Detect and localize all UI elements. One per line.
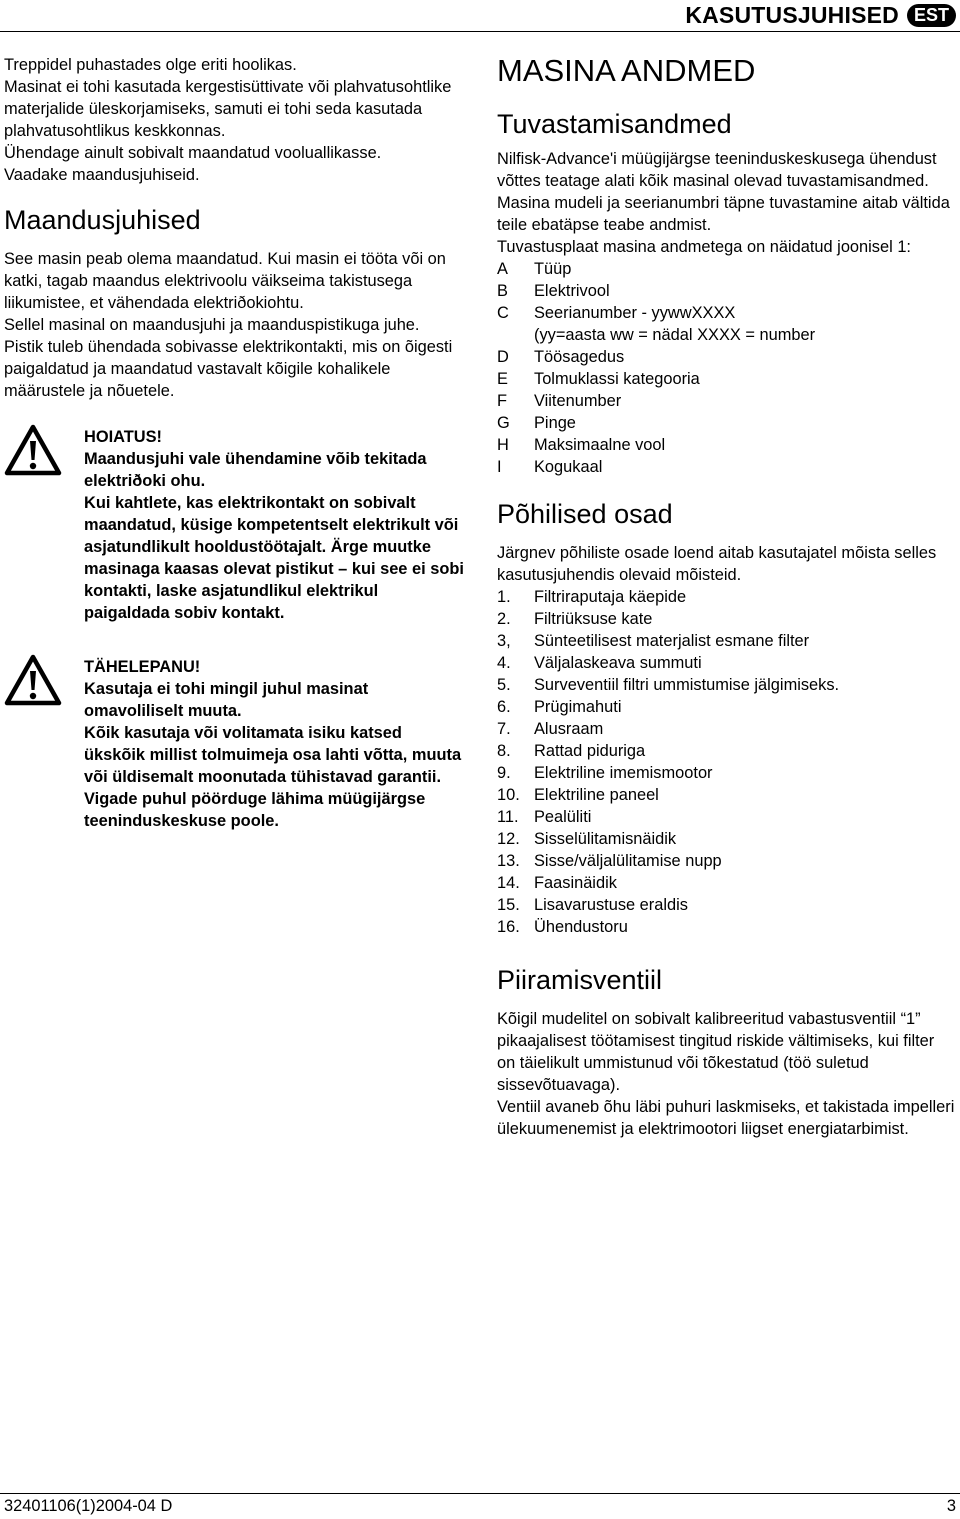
identification-title: Tuvastamisandmed [497, 109, 732, 139]
list-item: 16. Ühendustoru [497, 918, 628, 936]
warning-block [4, 426, 466, 624]
identification-paragraph: Masina mudeli ja seerianumbri täpne tuvastamine aitab vältida teile ebatäpse teabe andmist. [497, 194, 950, 234]
section-title: MASINA ANDMED [497, 53, 756, 88]
intro-line: Masinat ei tohi kasutada kergestisüttivate või plahvatusohtlike materjalide üleskorjamiseks, samuti ei tohi seda kasutada plahvatusohtlikus keskkonnas. [4, 78, 452, 140]
warning-triangle-icon [4, 654, 62, 706]
list-item: 2. Filtriüksuse kate [497, 610, 653, 628]
list-item: 6. Prügimahuti [497, 698, 622, 716]
list-item: 13. Sisse/väljalülitamise nupp [497, 852, 722, 870]
identification-paragraph: Tuvastusplaat masina andmetega on näidatud joonisel 1: [497, 238, 911, 256]
list-item: C Seerianumber - yywwXXXX [497, 304, 736, 322]
parts-title: Põhilised osad [497, 499, 673, 529]
list-item: E Tolmuklassi kategooria [497, 370, 700, 388]
header-divider [0, 31, 960, 32]
valve-paragraph: Kõigil mudelitel on sobivalt kalibreeritud vabastusventiil “1” pikaajalisest töötamisest tingitud riskide vältimiseks, kui filter on täielikult ummistunud või tõkestatud (töö suletud sissevõtuavaga). [497, 1010, 935, 1094]
list-item: B Elektrivool [497, 282, 610, 300]
caution-block [4, 656, 466, 832]
grounding-paragraph: See masin peab olema maandatud. Kui masin ei tööta või on katki, tagab maandus elektrivoolu väikseima takistusega liikumistee, et vähendada elektriðokiohtu. [4, 250, 446, 312]
warning-triangle-icon [4, 424, 62, 476]
list-item: H Maksimaalne vool [497, 436, 666, 454]
grounding-paragraph: Pistik tuleb ühendada sobivasse elektrikontakti, mis on õigesti paigaldatud ja maandatud vastavalt kõigile kohalikele määrustele ja nõuetele. [4, 338, 453, 400]
parts-list [497, 586, 957, 938]
parts-intro: Järgnev põhiliste osade loend aitab kasutajatel mõista selles kasutusjuhendis olevaid mõisteid. [497, 544, 937, 584]
warning-heading: HOIATUS! [84, 428, 162, 446]
list-item: 14. Faasinäidik [497, 874, 617, 892]
grounding-title: Maandusjuhised [4, 205, 201, 235]
intro-line: Ühendage ainult sobivalt maandatud vooluallikasse. [4, 144, 382, 162]
page-header [685, 0, 956, 30]
page-number: 3 [946, 1497, 956, 1515]
list-item: G Pinge [497, 414, 576, 432]
list-item: 11. Pealüliti [497, 808, 592, 826]
list-item: 3, Sünteetilisest materjalist esmane filter [497, 632, 810, 650]
language-badge: EST [907, 4, 956, 27]
valve-title: Piiramisventiil [497, 965, 663, 995]
grounding-paragraph: Sellel masinal on maandusjuhi ja maanduspistikuga juhe. [4, 316, 420, 334]
list-item: 4. Väljalaskeava summuti [497, 654, 702, 672]
footer-divider [0, 1493, 960, 1494]
warning-text: Kui kahtlete, kas elektrikontakt on sobivalt maandatud, küsige kompetentselt elektrikult või asjatundlikult hooldustöötajalt. Ärge muutke masinaga kaasas olevat pistikut – kui see ei sobi kontakti, laske asjatundlikul elektrikul paigaldada sobiv kontakt. [84, 494, 464, 622]
list-item: 9. Elektriline imemismootor [497, 764, 713, 782]
list-item: 8. Rattad piduriga [497, 742, 646, 760]
left-column [4, 54, 466, 832]
list-item: (yy=aasta ww = nädal XXXX = number [534, 326, 816, 344]
caution-heading: TÄHELEPANU! [84, 658, 201, 676]
list-item: 10. Elektriline paneel [497, 786, 659, 804]
warning-text: Maandusjuhi vale ühendamine võib tekitada elektriðoki ohu. [84, 450, 427, 490]
caution-text: Kasutaja ei tohi mingil juhul masinat omavoliliselt muuta. [84, 680, 369, 720]
intro-line: Vaadake maandusjuhiseid. [4, 166, 200, 184]
list-item: D Töösagedus [497, 348, 625, 366]
intro-line: Treppidel puhastades olge eriti hoolikas. [4, 56, 297, 74]
list-item: 15. Lisavarustuse eraldis [497, 896, 688, 914]
identification-paragraph: Nilfisk-Advance'i müügijärgse teeninduskeskusega ühendust võttes teatage alati kõik masinal olevad tuvastamisandmed. [497, 150, 937, 190]
caution-text: Kõik kasutaja või volitamata isiku katsed ükskõik millist tolmuimeja osa lahti võtta, muuta või üldisemalt moonutada tühistavad garantii. Vigade puhul pöörduge lähima müügijärgse teeninduskeskuse poole. [84, 724, 462, 830]
list-item: I Kogukaal [497, 458, 603, 476]
identification-list [497, 258, 957, 478]
list-item: 1. Filtriraputaja käepide [497, 588, 687, 606]
document-id: 32401106(1)2004-04 D [4, 1497, 173, 1515]
header-title: KASUTUSJUHISED [685, 1, 899, 28]
list-item: 5. Surveventiil filtri ummistumise jälgimiseks. [497, 676, 840, 694]
valve-paragraph: Ventiil avaneb õhu läbi puhuri laskmiseks, et takistada impelleri ülekuumenemist ja elektrimootori liigset energiatarbimist. [497, 1098, 955, 1138]
list-item: 12. Sisselülitamisnäidik [497, 830, 677, 848]
list-item: 7. Alusraam [497, 720, 604, 738]
list-item: A Tüüp [497, 260, 572, 278]
list-item: F Viitenumber [497, 392, 622, 410]
right-column [497, 54, 957, 1140]
